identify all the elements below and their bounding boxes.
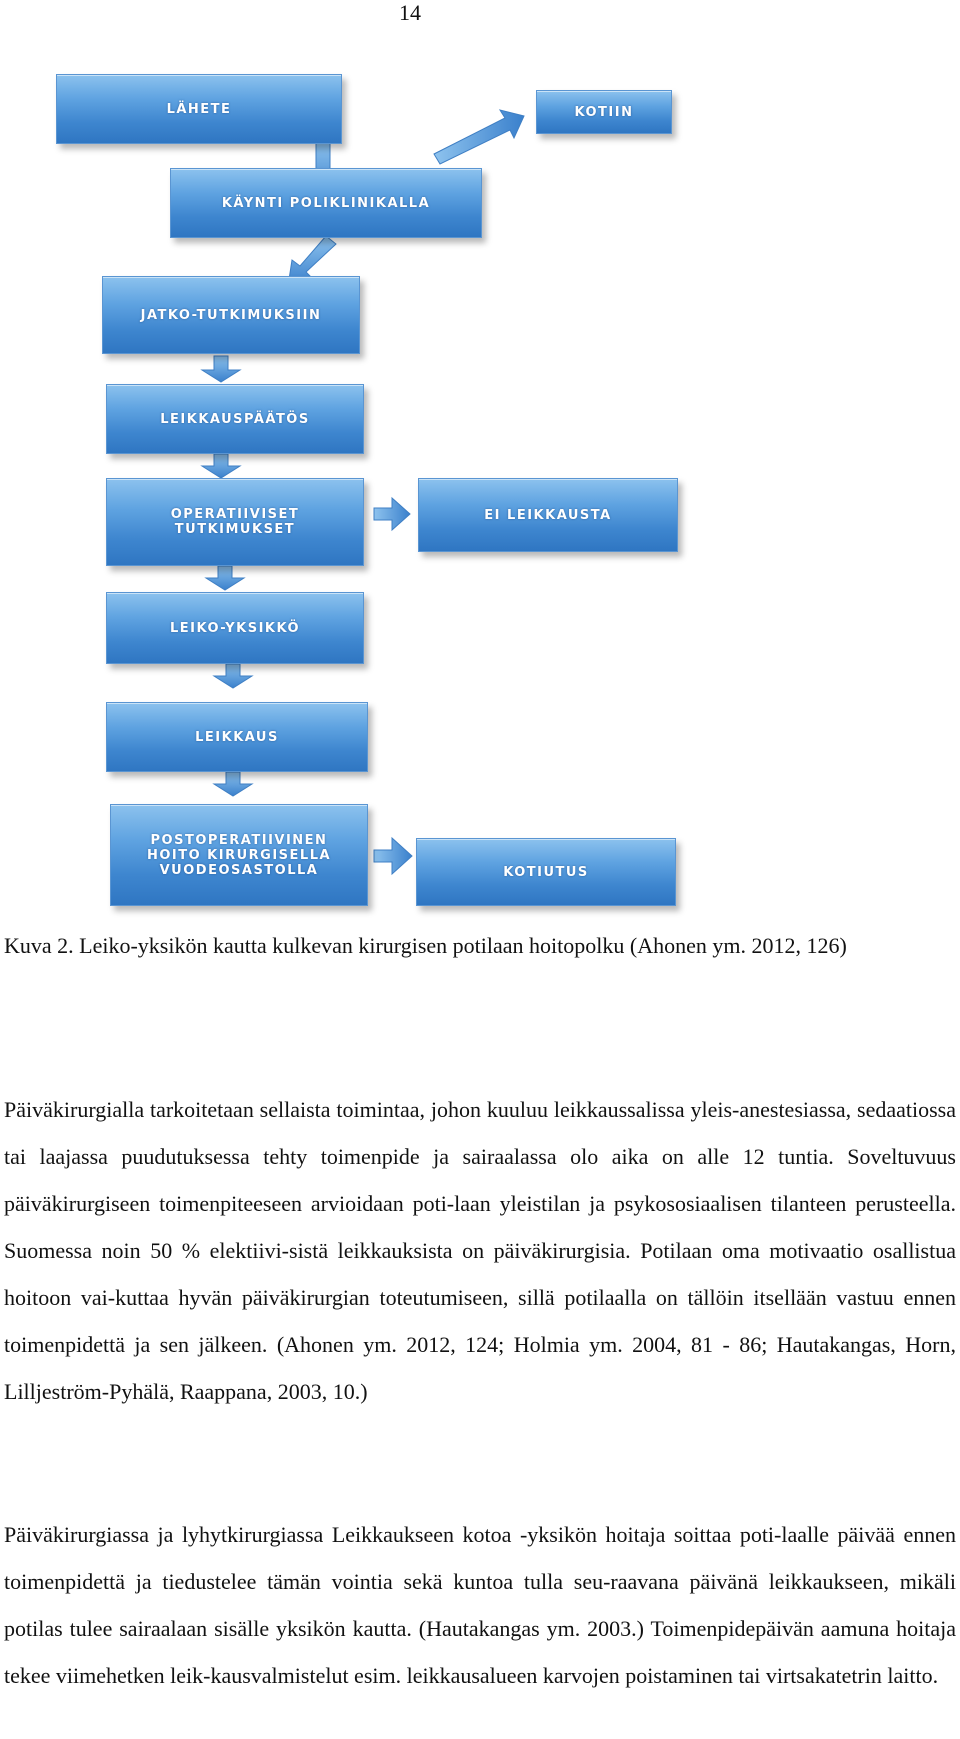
box-leikkauspaatos: LEIKKAUSPÄÄTÖS [106, 384, 364, 454]
care-path-flowchart [0, 60, 960, 920]
box-kotiin: KOTIIN [536, 90, 672, 134]
body-paragraph: Päiväkirurgiassa ja lyhytkirurgiassa Leikkaukseen kotoa -yksikön hoitaja soittaa poti-laalle päivää ennen toimenpidettä ja tiedustelee tämän vointia sekä kuntoa tulla seu-raavana päivänä leikkaukseen, mikäli potilas tulee sairaalaan sisälle yksikön kautta. (Hautakangas ym. 2003.) Toimenpidepäivän aamuna hoitaja tekee viimehetken leik-kausvalmistelut esim. leikkausalueen karvojen poistaminen tai virtsakatetrin laitto. [4, 1522, 956, 1688]
box-leikkaus: LEIKKAUS [106, 702, 368, 772]
arrow-leiko-to-leikkaus [214, 664, 252, 688]
box-kaynti-poliklinikalla: KÄYNTI POLIKLINIKALLA [170, 168, 482, 238]
box-operatiiviset-tutkimukset: OPERATIIVISET TUTKIMUKSET [106, 478, 364, 566]
body-paragraph: Päiväkirurgialla tarkoitetaan sellaista toimintaa, johon kuuluu leikkaussalissa yleis-anestesiassa, sedaatiossa tai laajassa puudutuksessa tehty toimenpide ja sairaalassa olo aika on alle 12 tuntia. Soveltuvuus päiväkirurgiseen toimenpiteeseen arvioidaan poti-laan yleistilan ja psykososiaalisen tilanteen perusteella. Suomessa noin 50 % elektiivi-sistä leikkauksista on päiväkirurgisia. Potilaan oma motivaatio osallistua hoitoon vai-kuttaa hyvän päiväkirurgian toteutumiseen, sillä potilaalla on tällöin itsellään vastuu ennen toimenpidettä ja sen jälkeen. (Ahonen ym. 2012, 124; Holmia ym. 2004, 81 - 86; Hautakangas, Horn, Lilljeström-Pyhälä, Raappana, 2003, 10.) [4, 1097, 956, 1404]
box-leiko-yksikko: LEIKO-YKSIKKÖ [106, 592, 364, 664]
arrow-postoperatiivinen-to-kotiutus [374, 838, 412, 874]
box-ei-leikkausta: EI LEIKKAUSTA [418, 478, 678, 552]
arrow-operatiiviset-to-ei-leikkausta [374, 498, 410, 530]
page-number: 14 [399, 0, 421, 25]
box-jatko-tutkimuksiin: JATKO-TUTKIMUKSIIN [102, 276, 360, 354]
arrow-leikkaus-to-postoperatiivinen [214, 772, 252, 796]
arrow-kaynti-to-kotiin [434, 110, 524, 164]
box-kotiutus: KOTIUTUS [416, 838, 676, 906]
box-postoperatiivinen-hoito: POSTOPERATIIVINEN HOITO KIRURGISELLA VUODEOSASTOLLA [110, 804, 368, 906]
box-lahete: LÄHETE [56, 74, 342, 144]
arrow-operatiiviset-to-leiko [206, 566, 244, 590]
figure-caption: Kuva 2. Leiko-yksikön kautta kulkevan kirurgisen potilaan hoitopolku (Ahonen ym. 2012, 126) [4, 933, 847, 958]
arrow-paatos-to-operatiiviset [202, 454, 240, 478]
arrow-jatko-to-paatos [202, 356, 240, 382]
